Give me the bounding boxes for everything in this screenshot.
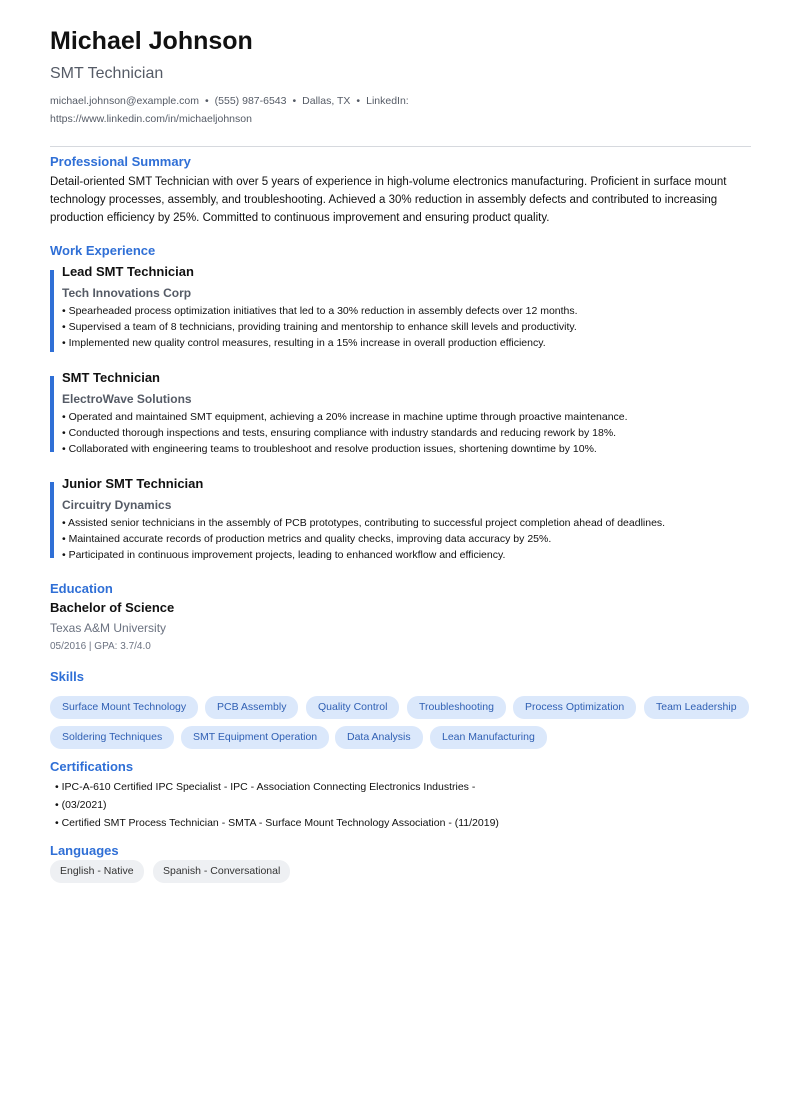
skill-chip: Soldering Techniques [50,726,174,749]
job-company: Tech Innovations Corp [62,286,192,300]
job-bullet: • Assisted senior technicians in the assembly of PCB prototypes, contributing to successful project completion ahead of deadlines. [62,517,666,529]
job-accent-bar [50,270,54,352]
summary-text: Detail-oriented SMT Technician with over 5 years of experience in high-volume electronics manufacturing. Proficient in surface mount technology processes, assembly, and troubleshooting. Achieved a 30% reduction in assembly defects and contributed to increasing production efficiency by 25%. Committed to continuous improvement and ensuring product quality. [50,176,727,224]
job-bullet: • Participated in continuous improvement projects, leading to enhanced workflow and efficiency. [62,549,506,561]
job-bullet: • Implemented new quality control measures, resulting in a 15% increase in overall production efficiency. [62,337,546,349]
skill-chip: Data Analysis [335,726,423,749]
separator: • [204,95,209,107]
skill-chip: Lean Manufacturing [430,726,547,749]
skill-chip: PCB Assembly [205,696,298,719]
language-chip: Spanish - Conversational [153,860,290,883]
contact-line [50,95,409,107]
experience-heading: Work Experience [50,243,156,258]
job-company: Circuitry Dynamics [62,498,172,512]
job-bullet: • Operated and maintained SMT equipment, achieving a 20% increase in machine uptime through proactive maintenance. [62,411,628,423]
job-bullet: • Supervised a team of 8 technicians, providing training and mentorship to enhance skill levels and productivity. [62,321,577,333]
linkedin-label: LinkedIn: [366,95,409,107]
job-role: Lead SMT Technician [62,264,194,279]
job-role: Junior SMT Technician [62,476,204,491]
job-company: ElectroWave Solutions [62,392,192,406]
certification-item: • Certified SMT Process Technician - SMTA - Surface Mount Technology Association - (11/2019) [55,817,499,829]
summary-heading: Professional Summary [50,154,191,169]
skills-heading: Skills [50,669,84,684]
candidate-title: SMT Technician [50,65,164,82]
language-chip: English - Native [50,860,144,883]
job-bullet: • Collaborated with engineering teams to troubleshoot and resolve production issues, shortening downtime by 10%. [62,443,597,455]
job-accent-bar [50,376,54,452]
certification-item: • IPC-A-610 Certified IPC Specialist - IPC - Association Connecting Electronics Industries - [55,781,476,793]
education-school: Texas A&M University [50,621,167,635]
skill-chip: Process Optimization [513,696,636,719]
skill-chip: Troubleshooting [407,696,506,719]
separator: • [356,95,361,107]
languages-heading: Languages [50,843,119,858]
certifications-heading: Certifications [50,759,134,774]
job-bullet: • Spearheaded process optimization initiatives that led to a 30% reduction in assembly defects over 12 months. [62,305,578,317]
skill-chip: Quality Control [306,696,399,719]
phone: (555) 987-6543 [214,95,287,107]
job-bullet: • Maintained accurate records of production metrics and quality checks, improving data accuracy by 25%. [62,533,552,545]
job-accent-bar [50,482,54,558]
email-link[interactable]: michael.johnson@example.com [50,95,199,107]
skill-chip: SMT Equipment Operation [181,726,329,749]
separator: • [292,95,297,107]
skill-chip: Surface Mount Technology [50,696,198,719]
header-divider [50,146,751,147]
education-meta: 05/2016 | GPA: 3.7/4.0 [50,641,151,652]
education-degree: Bachelor of Science [50,600,175,615]
linkedin-link[interactable]: https://www.linkedin.com/in/michaeljohnson [50,113,252,125]
education-heading: Education [50,581,113,596]
skill-chip: Team Leadership [644,696,749,719]
job-bullet: • Conducted thorough inspections and tests, ensuring compliance with industry standards and reducing rework by 18%. [62,427,617,439]
location: Dallas, TX [302,95,351,107]
job-role: SMT Technician [62,370,160,385]
candidate-name: Michael Johnson [50,27,253,55]
certification-item: • (03/2021) [55,799,107,811]
